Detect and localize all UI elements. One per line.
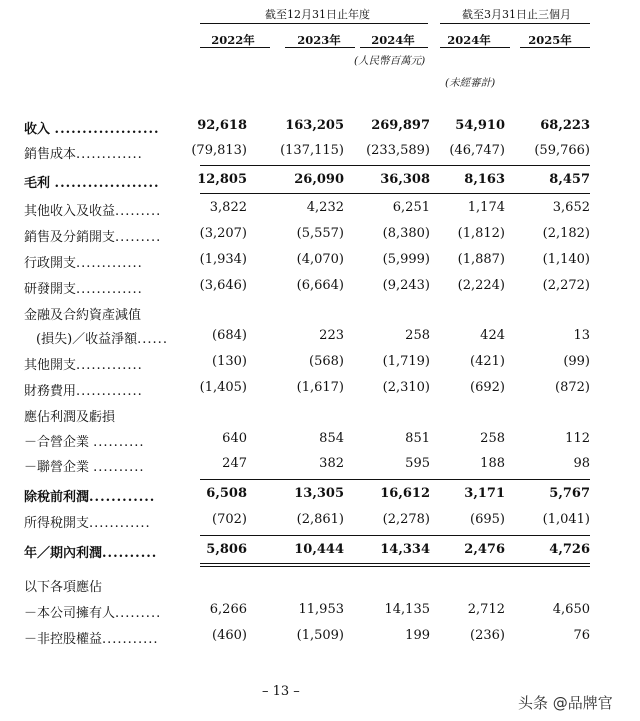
value-2022: 6,508 xyxy=(206,486,247,501)
value-2023: 854 xyxy=(319,431,344,446)
value-2024: 595 xyxy=(405,456,430,471)
page-number: – 13 – xyxy=(262,684,300,699)
row-impairment-heading xyxy=(0,304,640,330)
row-finance-costs xyxy=(0,380,640,406)
row-label: 年／期內利潤.......... xyxy=(24,546,158,561)
value-2023: 11,953 xyxy=(298,602,344,617)
year-rule-2023 xyxy=(285,47,355,48)
value-2025-q1: 8,457 xyxy=(549,172,590,187)
row-label: －非控股權益........... xyxy=(24,632,159,647)
value-2022: 92,618 xyxy=(197,118,247,133)
value-2024: 16,612 xyxy=(380,486,430,501)
value-2022: (702) xyxy=(212,512,247,527)
row-selling-expenses xyxy=(0,226,640,252)
value-2025-q1: 112 xyxy=(565,431,590,446)
value-2024: (5,999) xyxy=(382,252,430,267)
value-2024-q1: (2,224) xyxy=(457,278,505,293)
row-label: 研發開支............. xyxy=(24,282,143,297)
value-2025-q1: 68,223 xyxy=(540,118,590,133)
value-2023: 382 xyxy=(319,456,344,471)
value-2024-q1: 1,174 xyxy=(467,200,505,215)
value-2024: 258 xyxy=(405,328,430,343)
row-label: 應佔利潤及虧損 xyxy=(24,410,116,425)
value-2022: 6,266 xyxy=(209,602,247,617)
row-label: 其他開支............. xyxy=(24,358,143,373)
value-2024-q1: 258 xyxy=(480,431,505,446)
value-2025-q1: 3,652 xyxy=(552,200,590,215)
year-rule-2024-q1 xyxy=(440,47,510,48)
row-profit-for-period xyxy=(0,542,640,568)
value-2023: (6,664) xyxy=(296,278,344,293)
value-2022: 640 xyxy=(222,431,247,446)
year-header-2024: 2024年 xyxy=(371,33,415,47)
year-header-2022: 2022年 xyxy=(211,33,255,47)
value-2024-q1: (421) xyxy=(470,354,505,369)
value-2023: (4,070) xyxy=(296,252,344,267)
value-2024: (233,589) xyxy=(366,143,430,158)
row-label: 金融及合約資產減值 xyxy=(24,308,142,323)
subtotal-rule xyxy=(200,193,590,194)
year-rule-2025-q1 xyxy=(520,47,590,48)
value-2023: (1,509) xyxy=(296,628,344,643)
header-rule-annual xyxy=(200,23,428,24)
row-admin-expenses xyxy=(0,252,640,278)
subtotal-rule xyxy=(200,479,590,480)
value-2024: 6,251 xyxy=(392,200,430,215)
value-2024-q1: 3,171 xyxy=(464,486,505,501)
value-2022: (1,405) xyxy=(199,380,247,395)
row-other-expenses xyxy=(0,354,640,380)
value-2022: (3,646) xyxy=(199,278,247,293)
value-2023: 223 xyxy=(319,328,344,343)
value-2024-q1: 54,910 xyxy=(455,118,505,133)
value-2025-q1: (1,140) xyxy=(542,252,590,267)
year-rule-2024 xyxy=(360,47,428,48)
value-2024-q1: (695) xyxy=(470,512,505,527)
value-2024-q1: 2,712 xyxy=(467,602,505,617)
row-impairment-net xyxy=(0,328,640,354)
value-2022: 3,822 xyxy=(209,200,247,215)
year-header-2025-q1: 2025年 xyxy=(528,33,572,47)
unit-note: (人民幣百萬元) xyxy=(354,55,426,67)
row-label: 銷售成本............. xyxy=(24,147,143,162)
value-2023: (137,115) xyxy=(280,143,344,158)
value-2024: (2,310) xyxy=(382,380,430,395)
value-2024: 269,897 xyxy=(371,118,430,133)
value-2023: (5,557) xyxy=(296,226,344,241)
value-2025-q1: (99) xyxy=(563,354,590,369)
value-2024: 14,135 xyxy=(384,602,430,617)
value-2024-q1: 8,163 xyxy=(464,172,505,187)
value-2025-q1: (59,766) xyxy=(534,143,590,158)
value-2025-q1: (2,272) xyxy=(542,278,590,293)
value-2024-q1: (46,747) xyxy=(449,143,505,158)
value-2022: (79,813) xyxy=(191,143,247,158)
header-rule-quarterly xyxy=(440,23,590,24)
value-2025-q1: 98 xyxy=(573,456,590,471)
row-rnd-expenses xyxy=(0,278,640,304)
header-group-annual: 截至12月31日止年度 xyxy=(265,8,370,21)
value-2024-q1: (1,812) xyxy=(457,226,505,241)
value-2024: (1,719) xyxy=(382,354,430,369)
row-label: －聯營企業 .......... xyxy=(24,460,145,475)
value-2024: (8,380) xyxy=(382,226,430,241)
value-2023: 10,444 xyxy=(294,542,344,557)
value-2025-q1: (2,182) xyxy=(542,226,590,241)
value-2022: (3,207) xyxy=(199,226,247,241)
row-label: 毛利 ................... xyxy=(24,176,160,191)
value-2023: 163,205 xyxy=(285,118,344,133)
value-2024: 199 xyxy=(405,628,430,643)
value-2024: (2,278) xyxy=(382,512,430,527)
value-2025-q1: 76 xyxy=(573,628,590,643)
year-header-2024-q1: 2024年 xyxy=(447,33,491,47)
row-label: 以下各項應佔 xyxy=(24,580,103,595)
value-2022: 5,806 xyxy=(206,542,247,557)
value-2023: 26,090 xyxy=(294,172,344,187)
value-2025-q1: 4,650 xyxy=(552,602,590,617)
value-2023: (1,617) xyxy=(296,380,344,395)
row-label: 行政開支............. xyxy=(24,256,143,271)
total-double-rule-bottom xyxy=(200,566,590,567)
value-2023: (568) xyxy=(309,354,344,369)
value-2024: (9,243) xyxy=(382,278,430,293)
year-rule-2022 xyxy=(200,47,270,48)
value-2023: 13,305 xyxy=(294,486,344,501)
value-2025-q1: (1,041) xyxy=(542,512,590,527)
row-label: 財務費用............. xyxy=(24,384,143,399)
value-2022: 247 xyxy=(222,456,247,471)
unaudited-note: (未經審計) xyxy=(445,77,496,89)
value-2022: (130) xyxy=(212,354,247,369)
value-2022: (460) xyxy=(212,628,247,643)
row-share-heading xyxy=(0,406,640,432)
row-label: 其他收入及收益......... xyxy=(24,204,162,219)
value-2025-q1: 5,767 xyxy=(549,486,590,501)
value-2023: (2,861) xyxy=(296,512,344,527)
row-revenue xyxy=(0,118,640,144)
row-label: 收入 ................... xyxy=(24,122,160,137)
value-2025-q1: (872) xyxy=(555,380,590,395)
row-label: 除稅前利潤............ xyxy=(24,490,156,505)
row-label: 銷售及分銷開支......... xyxy=(24,230,162,245)
row-joint-ventures xyxy=(0,431,640,457)
value-2025-q1: 13 xyxy=(573,328,590,343)
subtotal-rule xyxy=(200,165,590,166)
row-profit-before-tax xyxy=(0,486,640,512)
row-owners xyxy=(0,602,640,628)
value-2024-q1: 188 xyxy=(480,456,505,471)
row-non-controlling xyxy=(0,628,640,654)
value-2024-q1: (236) xyxy=(470,628,505,643)
total-double-rule-top xyxy=(200,563,590,564)
value-2024: 36,308 xyxy=(380,172,430,187)
row-label: (損失)／收益淨額...... xyxy=(36,332,168,347)
value-2022: (1,934) xyxy=(199,252,247,267)
value-2024-q1: 424 xyxy=(480,328,505,343)
value-2024: 14,334 xyxy=(380,542,430,557)
value-2024-q1: (692) xyxy=(470,380,505,395)
subtotal-rule xyxy=(200,535,590,536)
value-2025-q1: 4,726 xyxy=(549,542,590,557)
value-2022: 12,805 xyxy=(197,172,247,187)
row-attributable-heading xyxy=(0,576,640,602)
watermark: 头条 @品牌官 xyxy=(518,694,613,712)
year-header-2023: 2023年 xyxy=(297,33,341,47)
value-2024-q1: 2,476 xyxy=(464,542,505,557)
row-label: －本公司擁有人......... xyxy=(24,606,162,621)
row-label: －合營企業 .......... xyxy=(24,435,145,450)
header-group-quarterly: 截至3月31日止三個月 xyxy=(462,8,571,21)
value-2024: 851 xyxy=(405,431,430,446)
value-2023: 4,232 xyxy=(306,200,344,215)
row-other-income xyxy=(0,200,640,226)
row-gross-profit xyxy=(0,172,640,198)
value-2024-q1: (1,887) xyxy=(457,252,505,267)
row-label: 所得稅開支............ xyxy=(24,516,151,531)
value-2022: (684) xyxy=(212,328,247,343)
